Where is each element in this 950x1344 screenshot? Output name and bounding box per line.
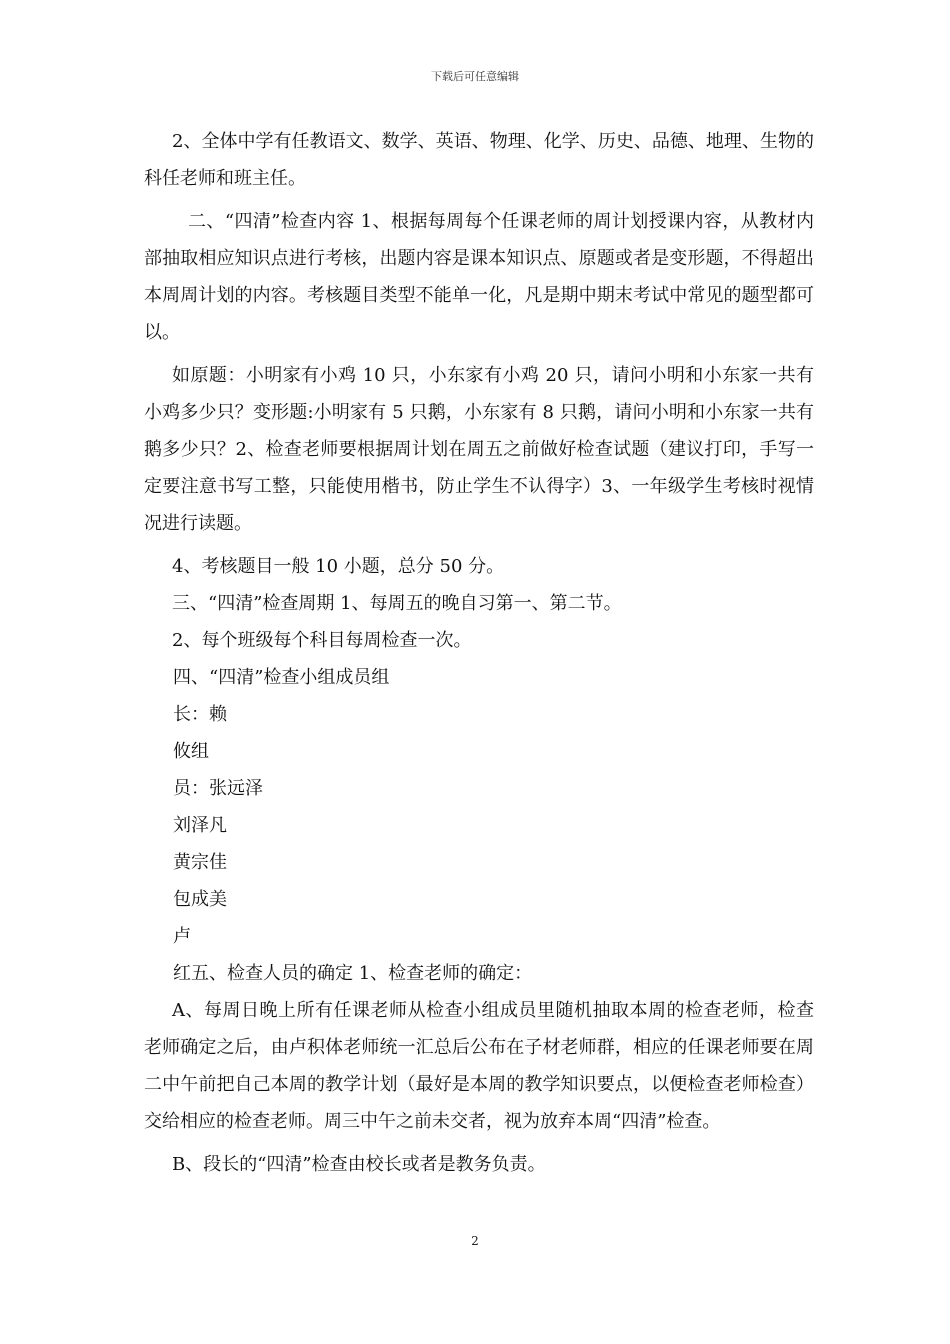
document-body [144, 123, 814, 1183]
paragraph-group: 攸组 [173, 741, 209, 762]
paragraph-name-liu: 刘泽凡 [173, 815, 227, 836]
paragraph-example: 如原题：小明家有小鸡 10 只，小东家有小鸡 20 只，请问小明和小东家一共有小鸡多少只？变形题:小明家有 5 只鹅，小东家有 8 只鹅，请问小明和小东家一共有鹅多少只？2、检查老师要根据周计划在周五之前做好检查试题（建议打印，手写一定要注意书写工整，只能使用楷书，防止学生不认得字）3、一年级学生考核时视情况进行读题。 [144, 365, 814, 534]
paragraph-name-huang: 黄宗佳 [173, 852, 227, 873]
page-number: 2 [471, 1234, 479, 1248]
paragraph-section-three: 三、“四清”检查周期 1、每周五的晚自习第一、第二节。 [172, 593, 622, 614]
paragraph-name-bao: 包成美 [173, 889, 227, 910]
paragraph-section-two: 二、“四清”检查内容 1、根据每周每个任课老师的周计划授课内容，从教材内部抽取相应知识点进行考核，出题内容是课本知识点、原题或者是变形题，不得超出本周周计划的内容。考核题目类型不能单一化，凡是期中期末考试中常见的题型都可以。 [144, 211, 814, 343]
paragraph-member: 员：张远泽 [173, 778, 263, 799]
paragraph-name-lu: 卢 [173, 926, 191, 947]
paragraph-section-five: 红五、检查人员的确定 1、检查老师的确定： [173, 963, 533, 984]
page-header: 下载后可任意编辑 [431, 70, 519, 83]
paragraph-item-b: B、段长的“四清”检查由校长或者是教务负责。 [172, 1154, 546, 1175]
paragraph-section-four: 四、“四清”检查小组成员组 [173, 667, 390, 688]
paragraph-frequency: 2、每个班级每个科目每周检查一次。 [172, 630, 472, 651]
paragraph-question-count: 4、考核题目一般 10 小题，总分 50 分。 [172, 556, 505, 577]
paragraph-scope: 2、全体中学有任教语文、数学、英语、物理、化学、历史、品德、地理、生物的科任老师和班主任。 [144, 131, 814, 189]
paragraph-item-a: A、每周日晚上所有任课老师从检查小组成员里随机抽取本周的检查老师，检查老师确定之后，由卢积体老师统一汇总后公布在子材老师群，相应的任课老师要在周二中午前把自己本周的教学计划（最好是本周的教学知识要点，以便检查老师检查）交给相应的检查老师。周三中午之前未交者，视为放弃本周“四清”检查。 [144, 1000, 814, 1132]
paragraph-leader: 长：赖 [173, 704, 227, 725]
